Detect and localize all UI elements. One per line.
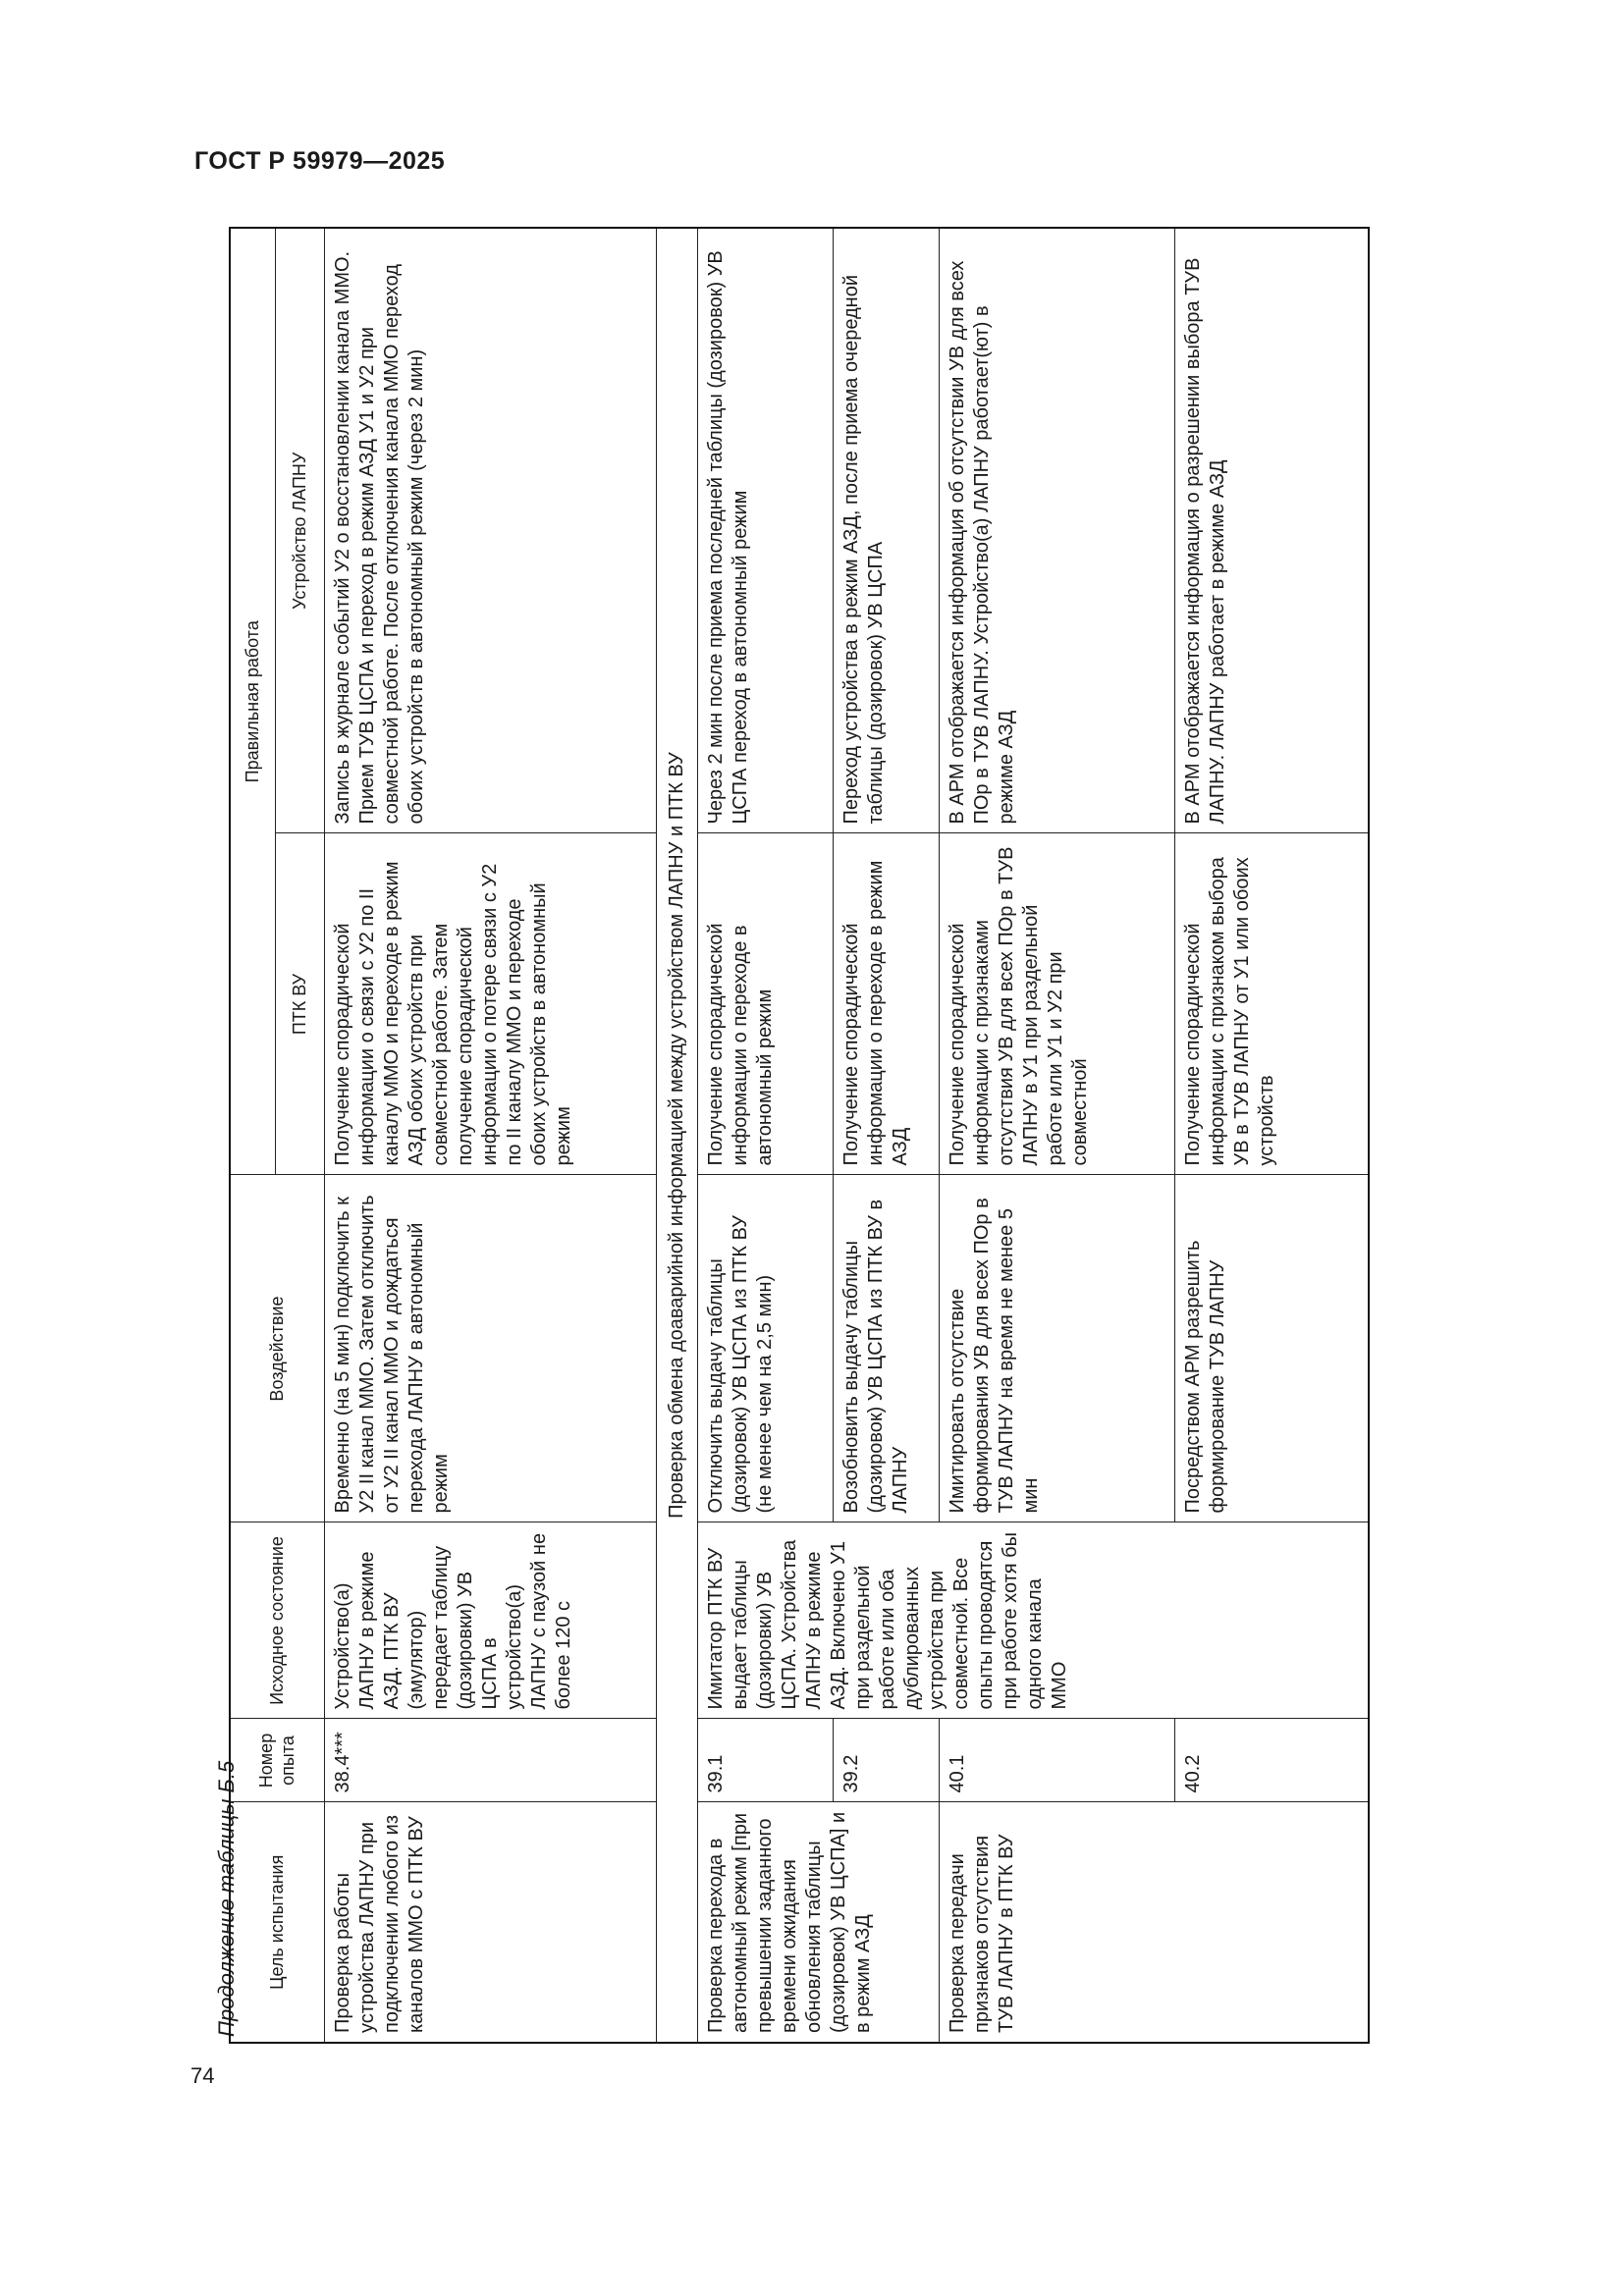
cell-goal: Проверка передачи признаков отсутствия ТУВ ЛАПНУ в ПТК ВУ	[939, 1802, 1369, 2043]
cell-ptk: Получение спорадической информации о связи с У2 по II каналу ММО и переходе в режим АЗД обоих устройств при совместной работе. Затем получение спорадической информации о потере связи с У2 по II каналу ММО и переходе обоих устройств в автономный режим	[324, 833, 656, 1175]
table-row	[697, 228, 833, 2043]
cell-device: Переход устройства в режим АЗД, после приема очередной таблицы (дозировок) УВ ЦСПА	[833, 228, 939, 833]
cell-device: В АРМ отображается информация о разрешении выбора ТУВ ЛАПНУ. ЛАПНУ работает в режиме АЗД	[1174, 228, 1369, 833]
cell-device: Через 2 мин после приема последней таблицы (дозировок) УВ ЦСПА переход в автономный режим	[697, 228, 833, 833]
test-table	[229, 227, 1370, 2044]
cell-action: Отключить выдачу таблицы (дозировок) УВ ЦСПА из ПТК ВУ (не менее чем на 2,5 мин)	[697, 1175, 833, 1522]
header-initial-state: Исходное состояние	[230, 1522, 324, 1719]
cell-goal: Проверка перехода в автономный режим [при превышении заданного времени ожидания обновления таблицы (дозировок) УВ ЦСПА] и в режим АЗД	[697, 1802, 939, 2043]
header-action: Воздействие	[230, 1175, 324, 1522]
table-row	[833, 228, 939, 2043]
table-row	[324, 228, 656, 2043]
header-number: Номер опыта	[230, 1719, 324, 1802]
cell-initial: Имитатор ПТК ВУ выдает таблицы (дозировки) УВ ЦСПА. Устройства ЛАПНУ в режиме АЗД. Включено У1 при раздельной работе или оба дублированных устройства при совместной. Все опыты проводятся при работе хотя бы одного канала ММО	[697, 1522, 1369, 1719]
cell-ptk: Получение спорадической информации о переходе в автономный режим	[697, 833, 833, 1175]
standard-designation: ГОСТ Р 59979—2025	[194, 147, 446, 175]
page-number: 74	[190, 2063, 215, 2088]
cell-action: Имитировать отсутствие формирования УВ для всех ПОр в ТУВ ЛАПНУ на время не менее 5 мин	[939, 1175, 1174, 1522]
rotated-table-wrapper	[229, 229, 1368, 2044]
cell-initial: Устройство(а) ЛАПНУ в режиме АЗД. ПТК ВУ (эмулятор) передает таблицу (дозировки) УВ ЦСПА в устройство(а) ЛАПНУ с паузой не более 120 с	[324, 1522, 656, 1719]
section-title: Проверка обмена доаварийной информацией между устройством ЛАПНУ и ПТК ВУ	[656, 228, 697, 2043]
cell-action: Посредством АРМ разрешить формирование ТУВ ЛАПНУ	[1174, 1175, 1369, 1522]
header-device: Устройство ЛАПНУ	[275, 228, 324, 833]
table-continuation-caption: Продолжение таблицы Б.5	[214, 1760, 239, 2037]
cell-ptk: Получение спорадической информации с признаками отсутствия УВ для всех ПОр в ТУВ ЛАПНУ в У1 при раздельной работе или У1 и У2 при совместной	[939, 833, 1174, 1175]
table-row	[1174, 228, 1369, 2043]
cell-device: Запись в журнале событий У2 о восстановлении канала ММО. Прием ТУВ ЦСПА и переход в режим АЗД У1 и У2 при совместной работе. После отключения канала ММО переход обоих устройств в автономный режим (через 2 мин)	[324, 228, 656, 833]
cell-number: 39.1	[697, 1719, 833, 1802]
cell-number: 38.4***	[324, 1719, 656, 1802]
cell-number: 39.2	[833, 1719, 939, 1802]
table-row	[939, 228, 1174, 2043]
header-ptk: ПТК ВУ	[275, 833, 324, 1175]
cell-action: Временно (на 5 мин) подключить к У2 II канал ММО. Затем отключить от У2 II канал ММО и дождаться перехода ЛАПНУ в автономный режим	[324, 1175, 656, 1522]
header-correct-operation: Правильная работа	[230, 228, 275, 1175]
cell-goal: Проверка работы устройства ЛАПНУ при подключении любого из каналов ММО с ПТК ВУ	[324, 1802, 656, 2043]
cell-ptk: Получение спорадической информации с признаком выбора УВ в ТУВ ЛАПНУ от У1 или обоих устройств	[1174, 833, 1369, 1175]
header-row-1	[230, 228, 275, 2043]
cell-ptk: Получение спорадической информации о переходе в режим АЗД	[833, 833, 939, 1175]
cell-device: В АРМ отображается информация об отсутствии УВ для всех ПОр в ТУВ ЛАПНУ. Устройство(а) ЛАПНУ работает(ют) в режиме АЗД	[939, 228, 1174, 833]
header-goal: Цель испытания	[230, 1802, 324, 2043]
section-row	[656, 228, 697, 2043]
cell-number: 40.1	[939, 1719, 1174, 1802]
cell-action: Возобновить выдачу таблицы (дозировок) УВ ЦСПА из ПТК ВУ в ЛАПНУ	[833, 1175, 939, 1522]
cell-number: 40.2	[1174, 1719, 1369, 1802]
